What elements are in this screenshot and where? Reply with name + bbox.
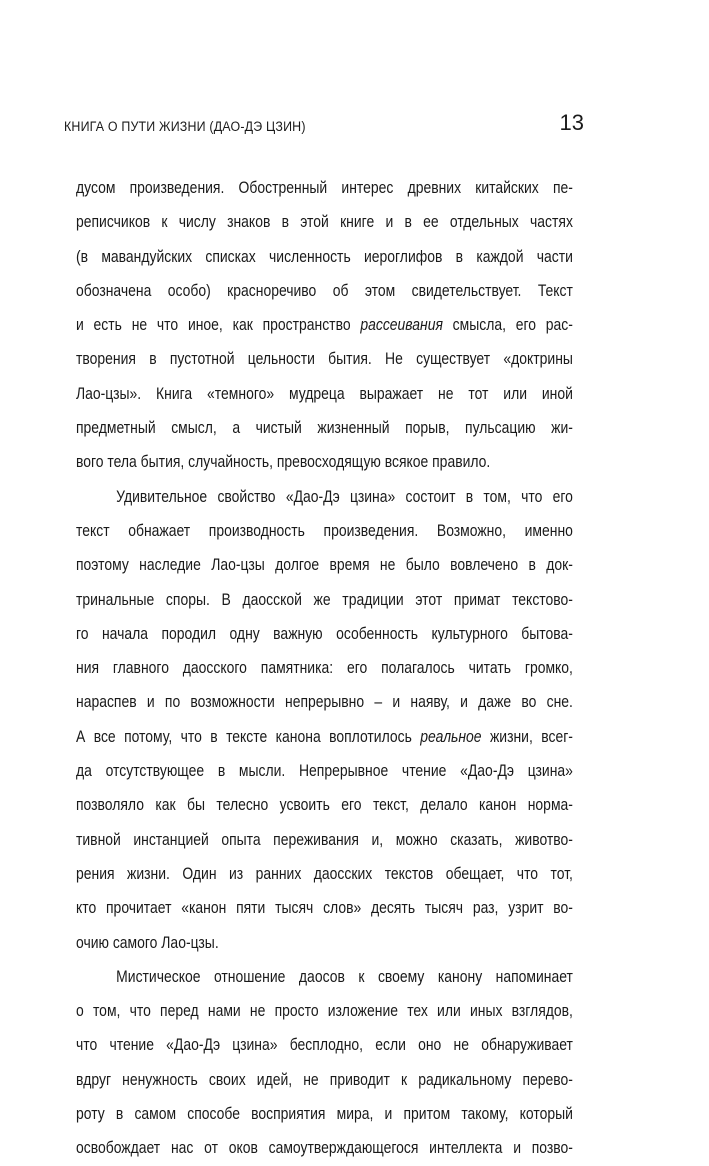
text-line: о том, что перед нами не просто изложение тех или иных взглядов, bbox=[76, 1001, 573, 1021]
text-line: дусом произведения. Обостренный интерес древних китайских пе- bbox=[76, 178, 573, 197]
text-line: Лао-цзы». Книга «темного» мудреца выражает не тот или иной bbox=[76, 383, 573, 403]
text-line: текст обнажает производность произведения. Возможно, именно bbox=[76, 520, 573, 540]
page-number: 13 bbox=[559, 110, 584, 135]
text-run: смысла, его рас- bbox=[442, 315, 573, 335]
text-run: и есть не что иное, как пространство bbox=[76, 315, 361, 335]
running-header bbox=[64, 110, 584, 140]
italic-term: реальное bbox=[420, 726, 482, 746]
italic-term: рассеивания bbox=[360, 315, 443, 335]
text-line bbox=[76, 720, 573, 754]
text-line: тивной инстанцией опыта переживания и, можно сказать, животво- bbox=[76, 829, 573, 849]
text-line: (в мавандуйских списках численность иероглифов в каждой части bbox=[76, 246, 573, 266]
text-line: ния главного даосского памятника: его полагалось читать громко, bbox=[76, 658, 573, 678]
text-line: предметный смысл, а чистый жизненный порыв, пульсацию жи- bbox=[76, 418, 573, 438]
text-line: нараспев и по возможности непрерывно – и наяву, и даже во сне. bbox=[76, 692, 573, 712]
text-line: го начала породил одну важную особенность культурного бытова- bbox=[76, 623, 573, 643]
text-line: освобождает нас от оков самоутверждающегося интеллекта и позво- bbox=[76, 1138, 573, 1158]
text-line: поэтому наследие Лао-цзы долгое время не было вовлечено в док- bbox=[76, 555, 573, 575]
text-line: обозначена особо) красноречиво об этом свидетельствует. Текст bbox=[76, 280, 573, 300]
text-run: А все потому, что в тексте канона воплотилось bbox=[76, 726, 421, 746]
text-line: творения в пустотной цельности бытия. Не существует «доктрины bbox=[76, 349, 573, 369]
paragraph-first-line: Удивительное свойство «Дао-Дэ цзина» состоит в том, что его bbox=[116, 486, 573, 506]
text-line: тринальные споры. В даосской же традиции этот примат текстово- bbox=[76, 589, 573, 609]
paragraph-first-line: Мистическое отношение даосов к своему канону напоминает bbox=[116, 966, 573, 986]
text-line bbox=[76, 308, 573, 342]
text-line: рения жизни. Один из ранних даосских текстов обещает, что тот, bbox=[76, 863, 573, 883]
text-line: что чтение «Дао-Дэ цзина» бесплодно, если оно не обнаруживает bbox=[76, 1035, 573, 1055]
text-line: вого тела бытия, случайность, превосходящую всякое правило. bbox=[76, 452, 491, 472]
text-line: вдруг ненужность своих идей, не приводит к радикальному перево- bbox=[76, 1069, 573, 1089]
text-line: роту в самом способе восприятия мира, и притом такому, который bbox=[76, 1104, 573, 1124]
text-line: реписчиков к числу знаков в этой книге и в ее отдельных частях bbox=[76, 212, 573, 232]
text-line: очию самого Лао-цзы. bbox=[76, 932, 219, 952]
text-run: жизни, всег- bbox=[481, 726, 573, 746]
text-line: позволяло как бы телесно усвоить его текст, делало канон норма- bbox=[76, 795, 573, 815]
text-line: кто прочитает «канон пяти тысяч слов» десять тысяч раз, узрит во- bbox=[76, 898, 573, 918]
body-text bbox=[76, 171, 573, 1166]
running-title: КНИГА О ПУТИ ЖИЗНИ (ДАО-ДЭ ЦЗИН) bbox=[64, 119, 306, 134]
text-line: да отсутствующее в мысли. Непрерывное чтение «Дао-Дэ цзина» bbox=[76, 761, 573, 781]
